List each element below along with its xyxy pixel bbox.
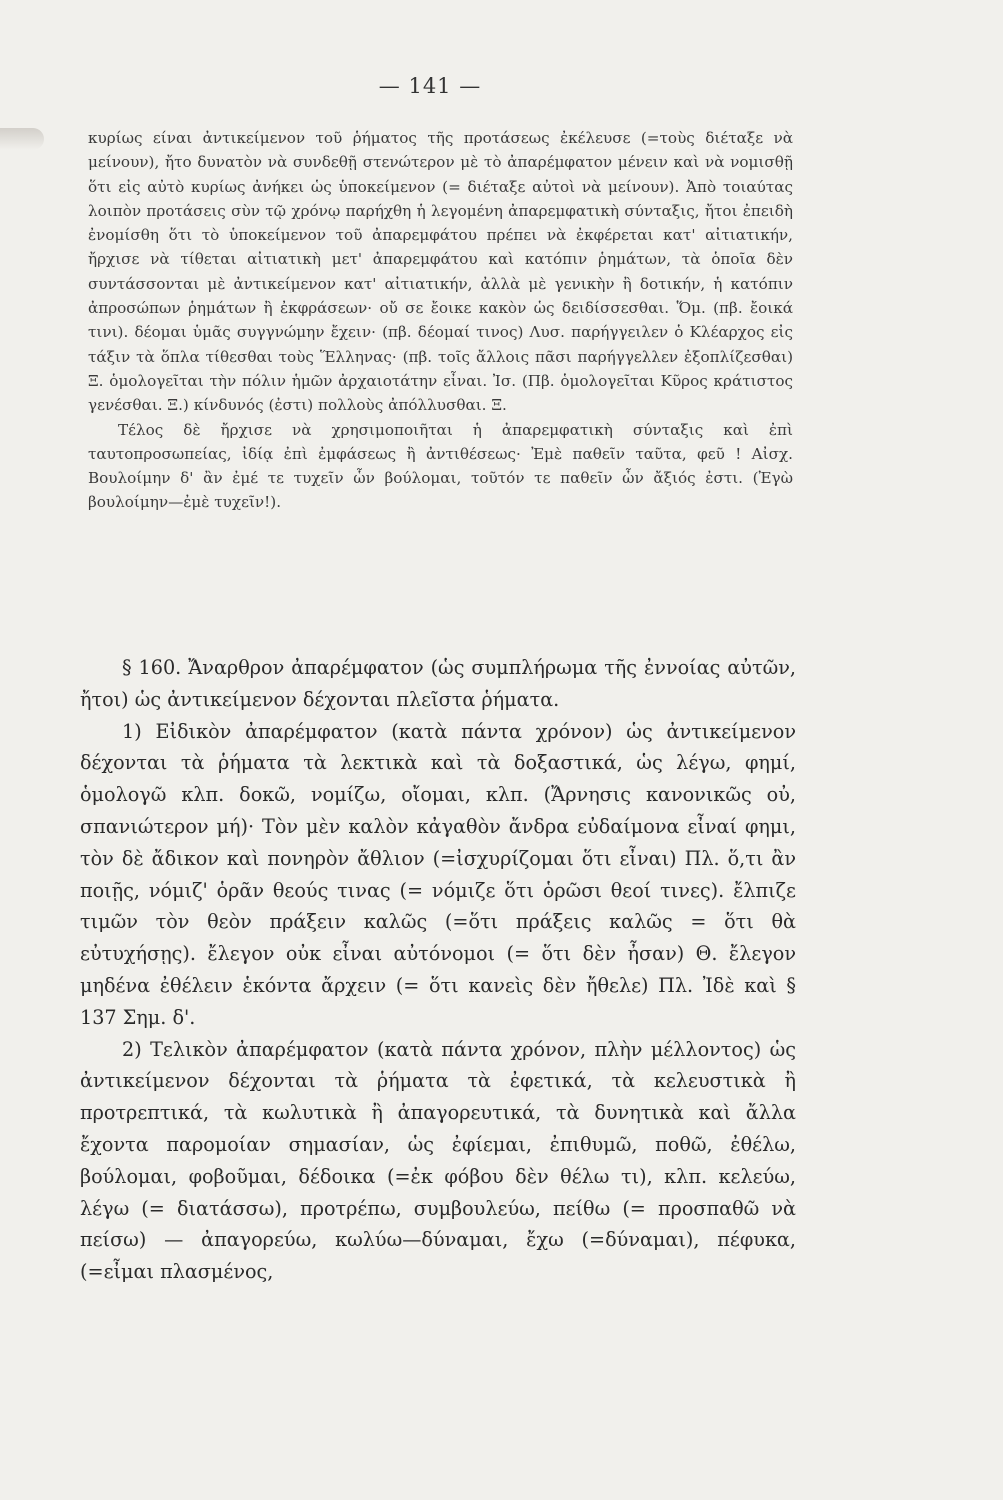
- final-infinitive-paragraph: 2) Τελικὸν ἀπαρέμφατον (κατὰ πάντα χρόνον, πλὴν μέλλοντος) ὡς ἀντικείμενον δέχονται τὰ ῥήματα τὰ ἐφετικά, τὰ κελευστικὰ ἢ προτρεπτικά, τὰ κωλυτικὰ ἢ ἀπαγορευτικά, τὰ δυνητικὰ καὶ ἄλλα ἔχοντα παρομοίαν σημασίαν, ὡς ἐφίεμαι, ἐπιθυμῶ, ποθῶ, ἐθέλω, βούλομαι, φοβοῦμαι, δέδοικα (=ἐκ φόβου δὲν θέλω τι), κλπ. κελεύω, λέγω (= διατάσσω), προτρέπω, συμβουλεύω, πείθω (= προσπαθῶ νὰ πείσω) — ἀπαγορεύω, κωλύω—δύναμαι, ἔχω (=δύναμαι), πέφυκα, (=εἶμαι πλασμένος,: [80, 1037, 796, 1284]
- small-paragraph-1: κυρίως είναι ἀντικείμενον τοῦ ῥήματος τῆς προτάσεως ἐκέλευσε (=τοὺς διέταξε νὰ μείνουν), ἤτο δυνατὸν νὰ συνδεθῇ στενώτερον μὲ τὸ ἀπαρέμφατον μένειν καὶ νὰ νομισθῇ ὅτι εἰς αὐτὸ κυρίως ἀνήκει ὡς ὑποκείμενον (= διέταξε αὐτοὶ νὰ μείνουν). Ἀπὸ τοιαύτας λοιπὸν προτάσεις σὺν τῷ χρόνῳ παρήχθη ἡ λεγομένη ἀπαρεμφατικὴ σύνταξις, ἤτοι ἐπειδὴ ἐνομίσθη ὅτι τὸ ὑποκείμενον τοῦ ἀπαρεμφάτου πρέπει νὰ ἐκφέρεται κατ' αἰτιατικήν, ἤρχισε νὰ τίθεται αἰτιατικὴ μετ' ἀπαρεμφάτου καὶ κατόπιν ῥημάτων, τὰ ὁποῖα δὲν συντάσσονται μὲ ἀντικείμενον κατ' αἰτιατικήν, ἀλλὰ μὲ γενικὴν ἢ δοτικήν, ἡ κατόπιν ἀπροσώπων ῥημάτων ἢ ἐκφράσεων· οὔ σε ἔοικε κακὸν ὡς δειδίσσεσθαι. Ὅμ. (πβ. ἔοικά τινι). δέομαι ὑμᾶς συγγνώμην ἔχειν· (πβ. δέομαί τινος) Λυσ. παρήγγειλεν ὁ Κλέαρχος εἰς τάξιν τὰ ὅπλα τίθεσθαι τοὺς Ἕλληνας· (πβ. τοῖς ἄλλοις πᾶσι παρήγγελλεν ἐξοπλίζεσθαι) Ξ. ὁμολογεῖται τὴν πόλιν ἡμῶν ἀρχαιοτάτην εἶναι. Ἰσ. (Πβ. ὁμολογεῖται Κῦρος κράτιστος γενέσθαι. Ξ.) κίνδυνός (ἐστι) πολλοὺς ἀπόλλυσθαι. Ξ.: [88, 129, 793, 415]
- small-print-block: [88, 126, 793, 515]
- section-160: [80, 652, 796, 1288]
- page-number: — 141 —: [378, 74, 482, 98]
- page-edge-stain: [0, 128, 44, 150]
- declarative-infinitive-paragraph: 1) Εἰδικὸν ἀπαρέμφατον (κατὰ πάντα χρόνον) ὡς ἀντικείμενον δέχονται τὰ ῥήματα τὰ λεκτικὰ καὶ τὰ δοξαστικά, ὡς λέγω, φημί, ὁμολογῶ κλπ. δοκῶ, νομίζω, οἴομαι, κλπ. (Ἄρνησις κανονικῶς οὐ, σπανιώτερον μή)· Τὸν μὲν καλὸν κἀγαθὸν ἄνδρα εὐδαίμονα εἶναί φημι, τὸν δὲ ἄδικον καὶ πονηρὸν ἄθλιον (=ἰσχυρίζομαι ὅτι εἶναι) Πλ. ὅ,τι ἂν ποιῇς, νόμιζ' ὁρᾶν θεούς τινας (= νόμιζε ὅτι ὁρῶσι θεοί τινες). ἔλπιζε τιμῶν τὸν θεὸν πράξειν καλῶς (=ὅτι πράξεις καλῶς = ὅτι θὰ εὐτυχήσῃς). ἔλεγον οὐκ εἶναι αὐτόνομοι (= ὅτι δὲν ἦσαν) Θ. ἔλεγον μηδένα ἐθέλειν ἑκόντα ἄρχειν (= ὅτι κανεὶς δὲν ἤθελε) Πλ. Ἰδὲ καὶ § 137 Σημ. δ'.: [80, 719, 796, 1029]
- small-paragraph-2: Τέλος δὲ ἤρχισε νὰ χρησιμοποιῆται ἡ ἀπαρεμφατικὴ σύνταξις καὶ ἐπὶ ταυτοπροσωπείας, ἰδίᾳ ἐπὶ ἐμφάσεως ἢ ἀντιθέσεως· Ἐμὲ παθεῖν ταῦτα, φεῦ ! Αἰσχ. Βουλοίμην δ' ἂν ἐμέ τε τυχεῖν ὧν βούλομαι, τοῦτόν τε παθεῖν ὧν ἄξιός ἐστι. (Ἐγὼ βουλοίμην—ἐμὲ τυχεῖν!).: [88, 420, 793, 512]
- section-heading-paragraph: § 160. Ἄναρθρον ἀπαρέμφατον (ὡς συμπλήρωμα τῆς ἐννοίας αὐτῶν, ἤτοι) ὡς ἀντικείμενον δέχονται πλεῖστα ῥήματα.: [80, 656, 796, 711]
